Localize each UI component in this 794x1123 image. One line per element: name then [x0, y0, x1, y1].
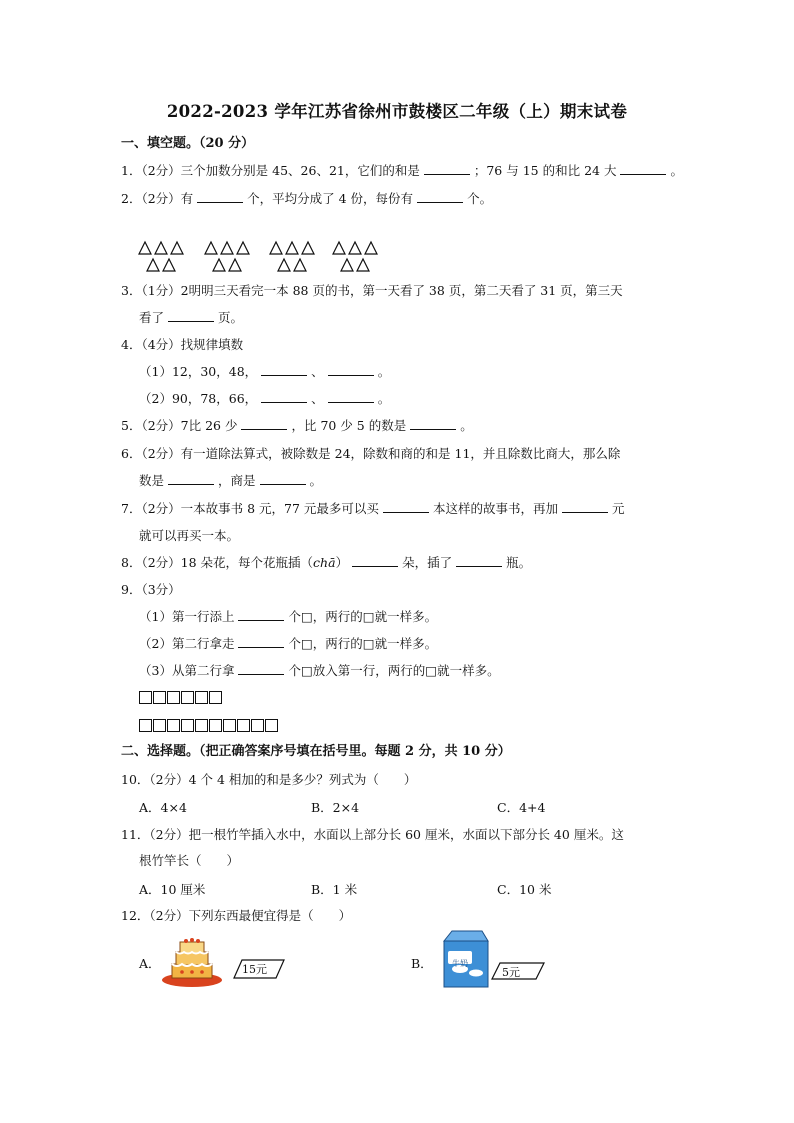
- q9-p3-blank[interactable]: [238, 662, 284, 675]
- question-3-line-2: [139, 309, 243, 327]
- square: [195, 691, 208, 704]
- triangle-group-2: [203, 240, 253, 274]
- q11-option-a[interactable]: A．10 厘米: [139, 882, 206, 897]
- q4-p2-blank-2[interactable]: [328, 390, 374, 403]
- square: [139, 719, 152, 732]
- q5-text-a: 5．（2分）7比 26 少: [121, 418, 238, 433]
- q10-option-a[interactable]: A．4×4: [139, 800, 187, 815]
- q9-p2-text-a: （2）第二行拿走: [139, 636, 235, 651]
- question-4-part-2: [139, 390, 390, 408]
- q4-p1-blank-1[interactable]: [261, 363, 307, 376]
- question-11-line-1: 11．（2分）把一根竹竿插入水中，水面以上部分长 60 厘米，水面以下部分长 40 厘米。这: [121, 827, 624, 842]
- question-6-line-2: [139, 472, 322, 490]
- milk-label: 牛奶: [452, 959, 468, 968]
- q6-text-d: 。: [309, 473, 323, 488]
- square: [237, 719, 250, 732]
- square-row-1: [139, 691, 222, 704]
- q1-text-b: ；76 与 15 的和比 24 大: [473, 163, 617, 178]
- square: [181, 719, 194, 732]
- q7-text-a: 7．（2分）一本故事书 8 元，77 元最多可以买: [121, 501, 379, 516]
- q3-blank[interactable]: [168, 309, 214, 322]
- q4-p2-text: （2）90，78，66，: [139, 391, 258, 406]
- q9-p3-text-a: （3）从第二行拿: [139, 663, 235, 678]
- q8-pinyin: chā: [313, 555, 336, 570]
- square: [195, 719, 208, 732]
- q5-blank-2[interactable]: [410, 417, 456, 430]
- question-9-part-3: [139, 662, 500, 680]
- question-9-part-2: [139, 635, 437, 653]
- q4-p2-end: 。: [377, 391, 391, 406]
- q1-text-a: 1．（2分）三个加数分别是 45、26、21，它们的和是: [121, 163, 420, 178]
- q10-option-c[interactable]: C．4+4: [497, 800, 546, 815]
- square: [153, 719, 166, 732]
- q1-blank-2[interactable]: [620, 162, 666, 175]
- section-multiple-choice: 二、选择题。（把正确答案序号填在括号里。每题 2 分，共 10 分）: [121, 744, 511, 759]
- q9-p1-text-b: 个□，两行的□就一样多。: [288, 609, 438, 624]
- q4-p2-sep: 、: [311, 391, 324, 406]
- q9-p3-text-b: 个□放入第一行，两行的□就一样多。: [288, 663, 500, 678]
- question-6-line-1: 6．（2分）有一道除法算式，被除数是 24，除数和商的和是 11，并且除数比商大，那么除: [121, 446, 621, 461]
- q8-text-d: 瓶。: [506, 555, 532, 570]
- question-3-line-1: 3．（1分）2明明三天看完一本 88 页的书，第一天看了 38 页，第二天看了 31 页，第三天: [121, 283, 623, 298]
- q9-p1-blank[interactable]: [238, 608, 284, 621]
- q9-p1-text-a: （1）第一行添上: [139, 609, 235, 624]
- q2-text-c: 个。: [467, 191, 493, 206]
- q4-p1-sep: 、: [311, 364, 324, 379]
- q8-text-c: 朵，插了: [402, 555, 453, 570]
- square: [251, 719, 264, 732]
- q3-text-c: 页。: [218, 310, 244, 325]
- q3-text-b: 看了: [139, 310, 165, 325]
- square: [223, 719, 236, 732]
- q4-p1-blank-2[interactable]: [328, 363, 374, 376]
- q12-option-a-label[interactable]: A．: [139, 956, 161, 971]
- question-10-stem: 10．（2分）4 个 4 相加的和是多少？列式为（ ）: [121, 772, 417, 787]
- q1-blank-1[interactable]: [424, 162, 470, 175]
- q4-p1-end: 。: [377, 364, 391, 379]
- question-9-part-1: [139, 608, 437, 626]
- triangle-group-4: [331, 240, 381, 274]
- q7-blank-1[interactable]: [383, 500, 429, 513]
- q2-blank-2[interactable]: [417, 190, 463, 203]
- q6-blank-2[interactable]: [260, 472, 306, 485]
- square: [209, 719, 222, 732]
- cake-icon: [160, 932, 286, 990]
- question-11-line-2: 根竹竿长（ ）: [139, 853, 240, 868]
- triangle-groups: [137, 240, 397, 274]
- square: [167, 691, 180, 704]
- question-9-head: 9．（3分）: [121, 582, 181, 597]
- q5-text-c: 。: [460, 418, 473, 433]
- q11-option-c[interactable]: C．10 米: [497, 882, 552, 897]
- q7-text-c: 元: [611, 501, 625, 516]
- q6-text-c: ，商是: [218, 473, 256, 488]
- q7-text-b: 本这样的故事书，再加: [432, 501, 558, 516]
- q9-p2-text-b: 个□，两行的□就一样多。: [288, 636, 438, 651]
- cake-image: [160, 932, 286, 994]
- question-4-head: 4．（4分）找规律填数: [121, 337, 244, 352]
- q7-blank-2[interactable]: [562, 500, 608, 513]
- question-1: [121, 162, 683, 180]
- q2-text-a: 2．（2分）有: [121, 191, 194, 206]
- q8-blank-2[interactable]: [456, 554, 502, 567]
- question-8: [121, 554, 531, 572]
- triangle-group-1: [137, 240, 187, 274]
- q8-text-a: 8．（2分）18 朵花，每个花瓶插（: [121, 555, 314, 570]
- q6-blank-1[interactable]: [168, 472, 214, 485]
- question-5: [121, 417, 473, 435]
- q6-text-b: 数是: [139, 473, 165, 488]
- square-row-2: [139, 719, 278, 732]
- q8-text-b: ）: [335, 555, 349, 570]
- triangle-group-3: [268, 240, 318, 274]
- question-12-stem: 12．（2分）下列东西最便宜得是（ ）: [121, 908, 352, 923]
- q11-option-b[interactable]: B．1 米: [311, 882, 358, 897]
- square: [181, 691, 194, 704]
- q8-blank-1[interactable]: [352, 554, 398, 567]
- q1-text-c: 。: [670, 163, 683, 178]
- section-fill-blank: 一、填空题。（20 分）: [121, 136, 255, 151]
- square: [153, 691, 166, 704]
- square: [265, 719, 278, 732]
- question-4-part-1: [139, 363, 390, 381]
- question-2: [121, 190, 492, 208]
- q4-p1-text: （1）12，30，48，: [139, 364, 258, 379]
- question-7-line-1: [121, 500, 624, 518]
- square: [209, 691, 222, 704]
- q9-p2-blank[interactable]: [238, 635, 284, 648]
- q2-text-b: 个，平均分成了 4 份，每份有: [247, 191, 414, 206]
- square: [167, 719, 180, 732]
- milk-price-tag: 5元: [502, 966, 520, 979]
- square: [139, 691, 152, 704]
- q2-blank-1[interactable]: [197, 190, 243, 203]
- q10-option-b[interactable]: B．2×4: [311, 800, 360, 815]
- q12-option-b-label[interactable]: B．: [411, 956, 433, 971]
- q5-blank-1[interactable]: [241, 417, 287, 430]
- cake-price-tag: 15元: [242, 963, 267, 976]
- q4-p2-blank-1[interactable]: [261, 390, 307, 403]
- page-title: 2022-2023 学年江苏省徐州市鼓楼区二年级（上）期末试卷: [166, 102, 628, 121]
- question-7-line-2: 就可以再买一本。: [139, 528, 240, 543]
- q5-text-b: ，比 70 少 5 的数是: [291, 418, 407, 433]
